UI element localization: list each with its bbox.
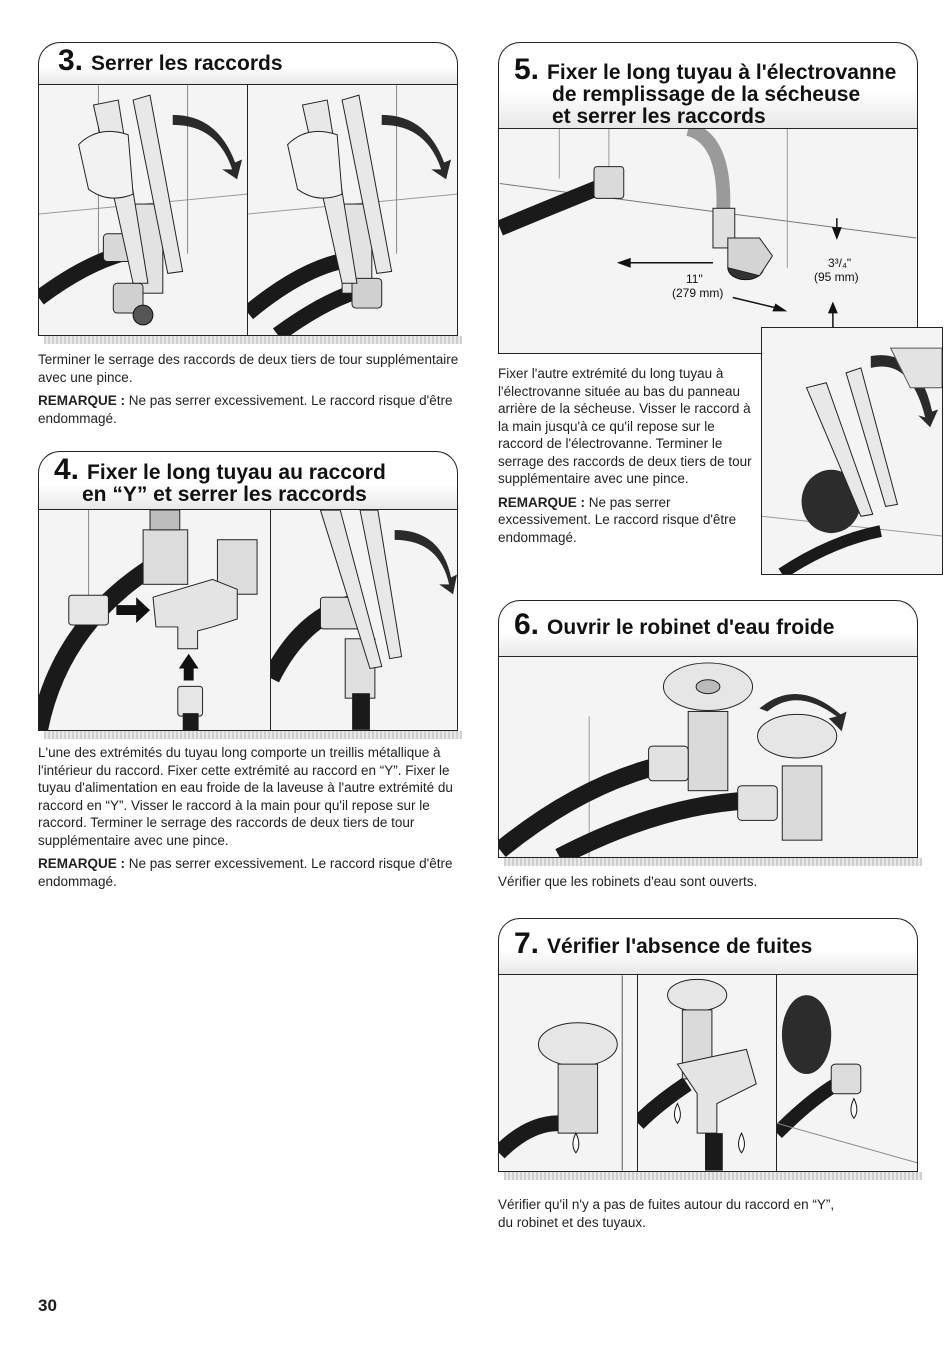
step-6-shadow [504,858,922,866]
step-6-illustration [498,656,918,858]
step-4-illustration-left [38,509,271,731]
step-3-illustration-right [247,84,458,336]
dimension-label: 3³/₄" [828,256,852,270]
step-5-detail-illustration [761,327,943,575]
step-3-title [58,44,283,77]
step-6-number: 6. [514,608,540,641]
pliers-tightening-illustration [248,85,457,335]
step-4-title-line1: Fixer le long tuyau au raccord [87,461,386,484]
note-label: REMARQUE : [38,856,125,871]
y-connector-illustration [39,510,270,730]
leak-check-faucet-illustration [499,975,637,1171]
step-5-body [498,365,760,552]
step-7-text-line2: du robinet et des tuyaux. [498,1214,646,1230]
note-text: Ne pas serrer excessivement. Le raccord risque d'être endommagé. [38,856,453,889]
leak-check-dryer-valve-illustration [777,975,917,1171]
step-3-text: Terminer le serrage des raccords de deux tiers de tour supplémentaire avec une pince. [38,352,459,385]
step-3-title-text: Serrer les raccords [91,52,283,75]
step-3-body [38,351,468,433]
step-5-note [498,494,760,547]
step-3-note [38,392,468,427]
step-3-number: 3. [58,44,84,77]
dimension-3-75-in [828,256,851,270]
step-7-illustration-3 [776,974,918,1172]
step-4-illustration-right [270,509,458,731]
step-6-text: Vérifier que les robinets d'eau sont ouverts. [498,874,758,889]
dimension-95-mm: (95 mm) [814,270,859,284]
step-5-title-line1: Fixer le long tuyau à l'électrovanne [547,61,897,84]
step-7-title [514,927,813,960]
pliers-y-connector-illustration [271,510,457,730]
pliers-valve-illustration [762,328,942,574]
step-7-illustration-1 [498,974,638,1172]
note-label: REMARQUE : [38,393,125,408]
leak-check-y-connector-illustration [638,975,776,1171]
step-6-body [498,873,918,897]
step-5-title-line3: et serrer les raccords [552,105,766,128]
step-4-number: 4. [54,453,80,486]
step-4-body [38,744,466,896]
step-3-illustration-left [38,84,248,336]
step-4-title-line2: en “Y” et serrer les raccords [82,483,367,506]
dimension-11-in: 11" [686,272,703,286]
step-7-text-line1: Vérifier qu'il n'y a pas de fuites autour du raccord en “Y”, [498,1197,835,1212]
step-5-title-line2: de remplissage de la sécheuse [552,83,861,106]
step-4-note [38,855,466,890]
step-7-number: 7. [514,927,540,960]
step-4-shadow [44,731,462,739]
dimension-279-mm: (279 mm) [672,286,724,300]
note-text: Ne pas serrer excessivement. Le raccord risque d'être endommagé. [498,494,737,545]
step-7-title-text: Vérifier l'absence de fuites [547,935,813,958]
step-5-illustration [498,128,918,354]
step-4-text: L'une des extrémités du tuyau long comporte un treillis métallique à l'intérieur du raccord. Fixer cette extrémité au raccord en “Y”. Fixer le tuyau d'alimentation en eau froide de la laveuse à l'autre extrémité du raccord en “Y”. Visser le raccord à la main pour qu'il repose sur le raccord. Terminer le serrage des raccords de deux tiers de tour supplémentaire avec une pince. [38,745,453,848]
faucet-handle-icon [758,714,837,758]
step-7-illustration-2 [637,974,777,1172]
dryer-inlet-valve-illustration [499,129,917,353]
pliers-tightening-illustration [39,85,247,335]
page-number: 30 [38,1296,57,1315]
step-4-title [54,453,386,486]
step-5-number: 5. [514,53,540,86]
step-6-title [514,608,835,641]
step-3-shadow [44,336,462,344]
step-7-shadow [504,1172,922,1180]
step-6-title-text: Ouvrir le robinet d'eau froide [547,616,835,639]
note-text: Ne pas serrer excessivement. Le raccord risque d'être endommagé. [38,393,453,426]
step-5-title [514,53,897,86]
step-7-body [498,1196,918,1231]
faucet-open-illustration [499,657,917,857]
step-5-text: Fixer l'autre extrémité du long tuyau à l'électrovanne située au bas du panneau arrière de la sécheuse. Visser le raccord à la main jusqu'à ce qu'il repose sur le raccord de l'électrovanne. Terminer le serrage des raccords de deux tiers de tour supplémentaire avec une pince. [498,366,752,486]
note-label: REMARQUE : [498,494,585,510]
